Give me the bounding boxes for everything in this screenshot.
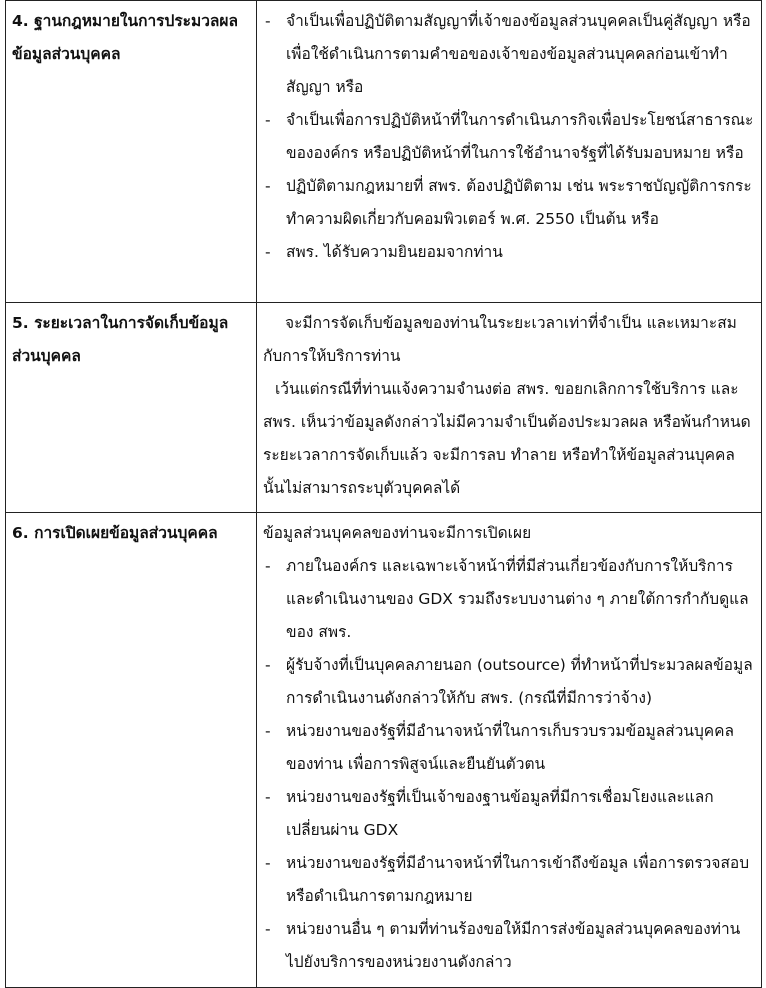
paragraph: เว้นแต่กรณีที่ท่านแจ้งความจำนงต่อ สพร. ขอยกเลิกการใช้บริการ และ สพร. เห็นว่าข้อมูลดังกล่าวไม่มีความจำเป็นต้องประมวลผล หรือพ้นกำหนดระยะเวลาการจัดเก็บแล้ว จะมีการลบ ทำลาย หรือทำให้ข้อมูลส่วนบุคคลนั้นไม่สามารถระบุตัวบุคคลได้ <box>263 380 751 497</box>
lead-text: ข้อมูลส่วนบุคคลของท่านจะมีการเปิดเผย <box>263 524 532 542</box>
list-item: - หน่วยงานของรัฐที่มีอำนาจหน้าที่ในการเก็บรวบรวมข้อมูลส่วนบุคคลของท่าน เพื่อการพิสูจน์และยืนยันตัวตน <box>263 715 755 781</box>
section-content <box>257 513 762 988</box>
section-content <box>257 303 762 513</box>
table-row <box>6 303 762 513</box>
policy-table <box>5 0 762 988</box>
paragraph: จะมีการจัดเก็บข้อมูลของท่านในระยะเวลาเท่าที่จำเป็น และเหมาะสมกับการให้บริการท่าน <box>263 314 737 365</box>
section-title: 6. การเปิดเผยข้อมูลส่วนบุคคล <box>6 513 257 988</box>
bullet-list <box>263 5 755 269</box>
table-row <box>6 513 762 988</box>
bullet-list <box>263 550 755 979</box>
list-item: - หน่วยงานของรัฐที่เป็นเจ้าของฐานข้อมูลที่มีการเชื่อมโยงและแลกเปลี่ยนผ่าน GDX <box>263 781 755 847</box>
list-item: - สพร. ได้รับความยินยอมจากท่าน <box>263 236 755 269</box>
list-item: - ภายในองค์กร และเฉพาะเจ้าหน้าที่ที่มีส่วนเกี่ยวข้องกับการให้บริการและดำเนินงานของ GDX รวมถึงระบบงานต่าง ๆ ภายใต้การกำกับดูแลของ สพร. <box>263 550 755 649</box>
list-item: - จำเป็นเพื่อปฏิบัติตามสัญญาที่เจ้าของข้อมูลส่วนบุคคลเป็นคู่สัญญา หรือเพื่อใช้ดำเนินการตามคำขอของเจ้าของข้อมูลส่วนบุคคลก่อนเข้าทำสัญญา หรือ <box>263 5 755 104</box>
list-item: - ปฏิบัติตามกฎหมายที่ สพร. ต้องปฏิบัติตาม เช่น พระราชบัญญัติการกระทำความผิดเกี่ยวกับคอมพิวเตอร์ พ.ศ. 2550 เป็นต้น หรือ <box>263 170 755 236</box>
list-item: - จำเป็นเพื่อการปฏิบัติหน้าที่ในการดำเนินภารกิจเพื่อประโยชน์สาธารณะขององค์กร หรือปฏิบัติหน้าที่ในการใช้อำนาจรัฐที่ได้รับมอบหมาย หรือ <box>263 104 755 170</box>
list-item: - ผู้รับจ้างที่เป็นบุคคลภายนอก (outsource) ที่ทำหน้าที่ประมวลผลข้อมูลการดำเนินงานดังกล่าวให้กับ สพร. (กรณีที่มีการว่าจ้าง) <box>263 649 755 715</box>
table-row <box>6 1 762 303</box>
policy-document <box>5 0 761 988</box>
section-title: 4. ฐานกฎหมายในการประมวลผลข้อมูลส่วนบุคคล <box>6 1 257 303</box>
list-item: - หน่วยงานอื่น ๆ ตามที่ท่านร้องขอให้มีการส่งข้อมูลส่วนบุคคลของท่านไปยังบริการของหน่วยงานดังกล่าว <box>263 913 755 979</box>
section-content <box>257 1 762 303</box>
list-item: - หน่วยงานของรัฐที่มีอำนาจหน้าที่ในการเข้าถึงข้อมูล เพื่อการตรวจสอบหรือดำเนินการตามกฎหมาย <box>263 847 755 913</box>
section-title: 5. ระยะเวลาในการจัดเก็บข้อมูลส่วนบุคคล <box>6 303 257 513</box>
